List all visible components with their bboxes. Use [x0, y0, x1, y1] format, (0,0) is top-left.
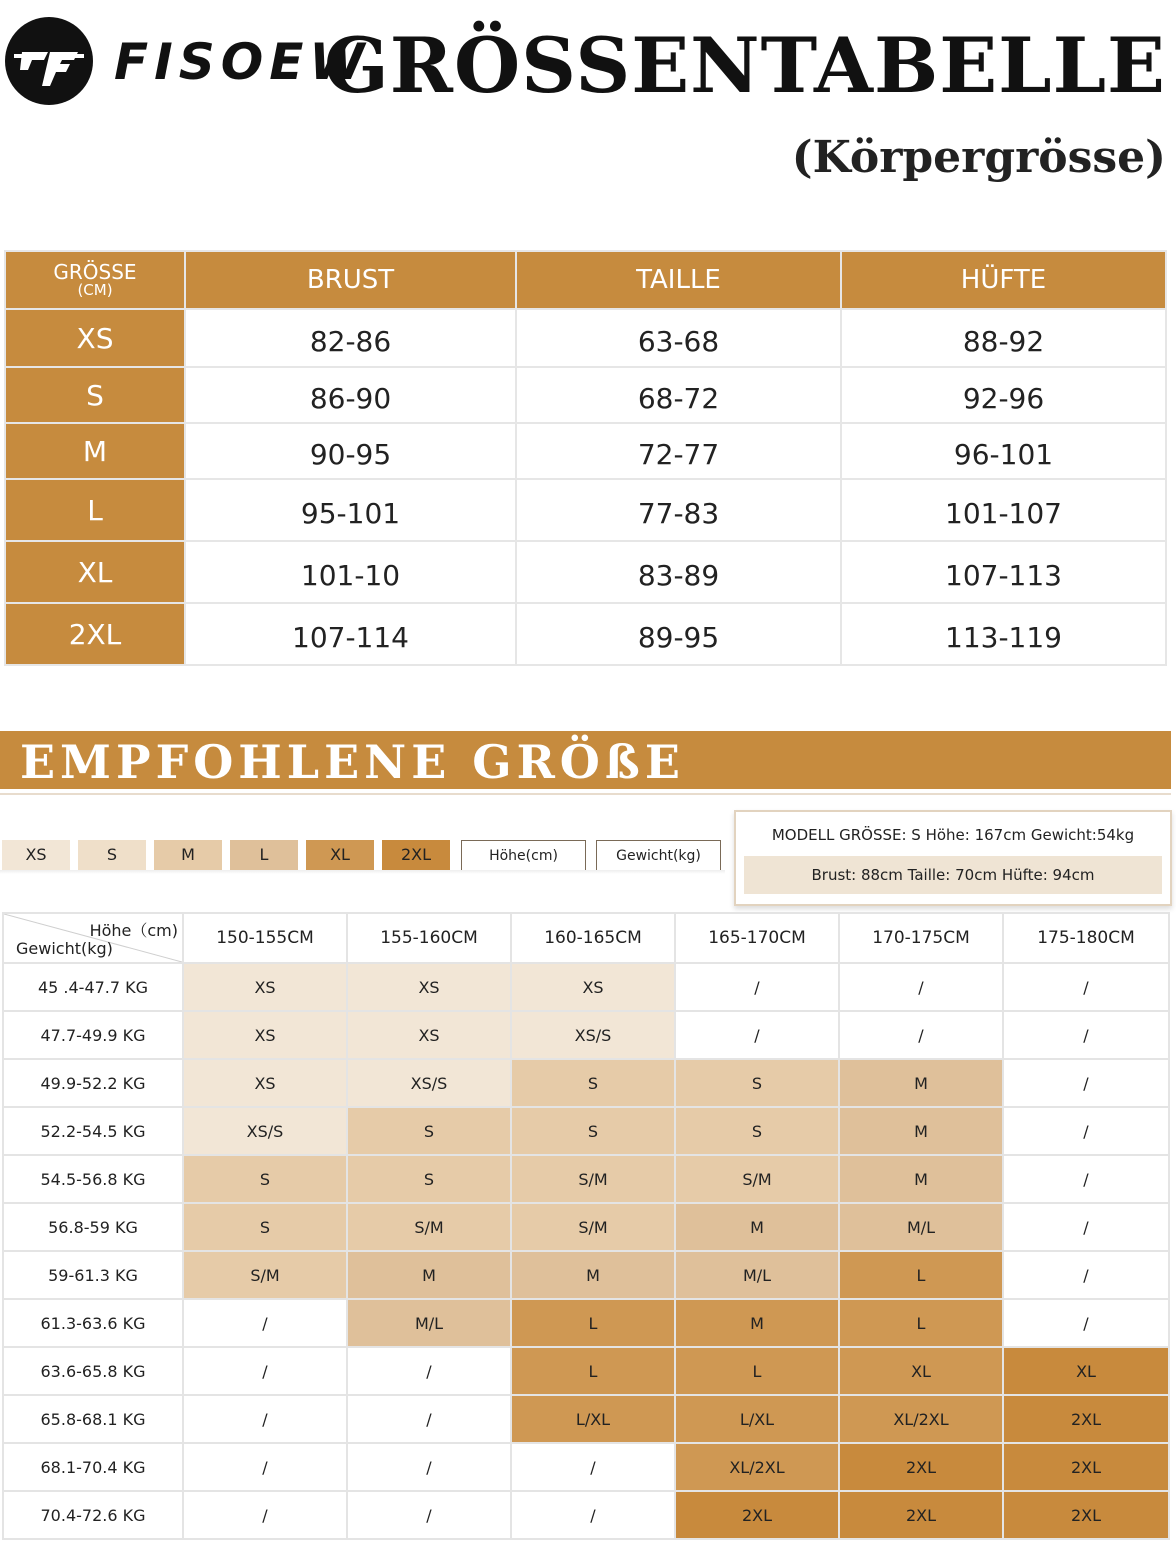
recommended-size-cell: S [347, 1155, 511, 1203]
measurement-cell: 113-119 [841, 603, 1166, 665]
measurement-cell: 107-114 [185, 603, 516, 665]
divider [0, 793, 1171, 795]
recommended-size-cell: / [511, 1443, 675, 1491]
measurement-cell: 96-101 [841, 423, 1166, 479]
height-column-header: 160-165CM [511, 913, 675, 963]
recommended-size-cell: / [347, 1491, 511, 1539]
recommended-size-cell: / [183, 1491, 347, 1539]
recommended-size-cell: S/M [183, 1251, 347, 1299]
recommended-size-cell: S/M [511, 1155, 675, 1203]
weight-range-label: 59-61.3 KG [3, 1251, 183, 1299]
recommended-size-cell: S [511, 1107, 675, 1155]
model-size-info: MODELL GRÖSSE: S Höhe: 167cm Gewicht:54kg [771, 826, 1135, 844]
weight-range-label: 63.6-65.8 KG [3, 1347, 183, 1395]
table-row [5, 423, 1166, 479]
legend-chip-xs: XS [2, 840, 70, 870]
section-banner [0, 731, 1171, 789]
weight-range-label: 52.2-54.5 KG [3, 1107, 183, 1155]
weight-range-label: 45 .4-47.7 KG [3, 963, 183, 1011]
measurement-cell: 89-95 [516, 603, 841, 665]
legend-shadow [0, 870, 725, 874]
weight-range-label: 65.8-68.1 KG [3, 1395, 183, 1443]
recommended-size-cell: 2XL [839, 1443, 1003, 1491]
recommended-size-cell: / [511, 1491, 675, 1539]
recommended-size-cell: L [511, 1299, 675, 1347]
legend-chip-l: L [230, 840, 298, 870]
recommended-size-cell: / [1003, 1107, 1169, 1155]
recommended-size-cell: XS [183, 1011, 347, 1059]
recommended-size-cell: / [347, 1443, 511, 1491]
legend-chip-2xl: 2XL [382, 840, 450, 870]
recommended-size-cell: XS/S [347, 1059, 511, 1107]
size-label: XS [5, 309, 185, 367]
measurement-cell: 101-10 [185, 541, 516, 603]
body-measurement-table [4, 250, 1167, 666]
table-row [5, 603, 1166, 665]
recommended-size-cell: / [183, 1347, 347, 1395]
recommended-size-cell: M/L [675, 1251, 839, 1299]
table-row [3, 1491, 1169, 1539]
measurement-cell: 95-101 [185, 479, 516, 541]
corner-weight-label: Gewicht(kg) [16, 939, 113, 958]
recommended-size-cell: XL [839, 1347, 1003, 1395]
recommended-size-cell: / [675, 963, 839, 1011]
brand-name: FISOEW [114, 33, 371, 91]
section-title: EMPFOHLENE GRÖßE [20, 735, 685, 789]
recommended-size-cell: S/M [511, 1203, 675, 1251]
table-row [3, 1443, 1169, 1491]
page-subtitle: (Körpergrösse) [791, 132, 1166, 183]
table-row [3, 1395, 1169, 1443]
table-row [3, 963, 1169, 1011]
height-column-header: 175-180CM [1003, 913, 1169, 963]
weight-range-label: 56.8-59 KG [3, 1203, 183, 1251]
recommended-size-cell: 2XL [1003, 1443, 1169, 1491]
recommended-size-cell: / [1003, 1155, 1169, 1203]
size-header-label: GRÖSSE [53, 260, 137, 284]
legend-chip-s: S [78, 840, 146, 870]
recommended-size-cell: L [511, 1347, 675, 1395]
measurement-cell: 68-72 [516, 367, 841, 423]
measurement-cell: 86-90 [185, 367, 516, 423]
recommended-size-cell: XS [511, 963, 675, 1011]
recommended-size-cell: M [839, 1107, 1003, 1155]
model-measurements: Brust: 88cm Taille: 70cm Hüfte: 94cm [811, 866, 1095, 884]
recommended-size-cell: S [675, 1107, 839, 1155]
recommended-size-cell: / [1003, 1011, 1169, 1059]
weight-range-label: 68.1-70.4 KG [3, 1443, 183, 1491]
recommended-size-cell: XL/2XL [675, 1443, 839, 1491]
height-column-header: 155-160CM [347, 913, 511, 963]
model-info-box [734, 810, 1172, 906]
recommended-size-cell: XS [347, 1011, 511, 1059]
table-row [3, 1155, 1169, 1203]
table-row [3, 1347, 1169, 1395]
measurement-cell: 83-89 [516, 541, 841, 603]
legend-height: Höhe(cm) [461, 840, 586, 872]
recommended-size-cell: / [1003, 1203, 1169, 1251]
recommended-size-cell: M [511, 1251, 675, 1299]
recommended-size-cell: / [1003, 1251, 1169, 1299]
recommended-size-cell: / [839, 963, 1003, 1011]
column-header: TAILLE [516, 251, 841, 309]
table-row [5, 309, 1166, 367]
size-label: M [5, 423, 185, 479]
measurement-cell: 101-107 [841, 479, 1166, 541]
weight-range-label: 54.5-56.8 KG [3, 1155, 183, 1203]
table-row [3, 1203, 1169, 1251]
height-column-header: 150-155CM [183, 913, 347, 963]
recommended-size-cell: M [839, 1059, 1003, 1107]
recommended-size-cell: L/XL [511, 1395, 675, 1443]
corner-header [3, 913, 183, 963]
recommended-size-cell: S [183, 1203, 347, 1251]
measurement-cell: 77-83 [516, 479, 841, 541]
table-row [3, 1107, 1169, 1155]
size-label: L [5, 479, 185, 541]
table-row [5, 367, 1166, 423]
table-header-row [5, 251, 1166, 309]
recommended-size-cell: M/L [347, 1299, 511, 1347]
recommended-size-cell: 2XL [675, 1491, 839, 1539]
recommended-size-cell: S/M [347, 1203, 511, 1251]
recommended-size-cell: XS/S [511, 1011, 675, 1059]
recommended-size-cell: M [675, 1203, 839, 1251]
recommended-size-cell: S [347, 1107, 511, 1155]
recommended-size-cell: / [1003, 1059, 1169, 1107]
measurement-cell: 63-68 [516, 309, 841, 367]
recommended-size-table [2, 912, 1170, 1540]
measurement-cell: 92-96 [841, 367, 1166, 423]
recommended-size-cell: / [183, 1299, 347, 1347]
table-row [5, 541, 1166, 603]
weight-range-label: 70.4-72.6 KG [3, 1491, 183, 1539]
page-title: GRÖSSENTABELLE [323, 21, 1166, 110]
recommended-size-cell: L [839, 1299, 1003, 1347]
table-row [3, 1011, 1169, 1059]
recommended-size-cell: XL/2XL [839, 1395, 1003, 1443]
size-header-unit: (CM) [77, 281, 113, 299]
measurement-cell: 82-86 [185, 309, 516, 367]
size-label: XL [5, 541, 185, 603]
column-header: HÜFTE [841, 251, 1166, 309]
recommended-size-cell: 2XL [1003, 1491, 1169, 1539]
recommended-size-cell: / [347, 1395, 511, 1443]
recommended-size-cell: L [675, 1347, 839, 1395]
weight-range-label: 47.7-49.9 KG [3, 1011, 183, 1059]
recommended-size-cell: M/L [839, 1203, 1003, 1251]
recommended-size-cell: M [347, 1251, 511, 1299]
recommended-size-cell: / [675, 1011, 839, 1059]
recommended-size-cell: 2XL [1003, 1395, 1169, 1443]
legend-chip-xl: XL [306, 840, 374, 870]
recommended-size-cell: XS [183, 1059, 347, 1107]
recommended-size-cell: XS [183, 963, 347, 1011]
size-label: S [5, 367, 185, 423]
table-row [5, 479, 1166, 541]
recommended-size-cell: L/XL [675, 1395, 839, 1443]
recommended-size-cell: S/M [675, 1155, 839, 1203]
table-row [3, 1251, 1169, 1299]
recommended-size-cell: S [511, 1059, 675, 1107]
recommended-size-cell: S [675, 1059, 839, 1107]
recommended-size-cell: XS/S [183, 1107, 347, 1155]
measurement-cell: 107-113 [841, 541, 1166, 603]
recommended-size-cell: / [1003, 1299, 1169, 1347]
size-label: 2XL [5, 603, 185, 665]
recommended-size-cell: M [675, 1299, 839, 1347]
measurement-cell: 72-77 [516, 423, 841, 479]
legend-chip-m: M [154, 840, 222, 870]
recommended-size-cell: S [183, 1155, 347, 1203]
recommended-size-cell: / [1003, 963, 1169, 1011]
recommended-size-cell: / [347, 1347, 511, 1395]
height-column-header: 170-175CM [839, 913, 1003, 963]
corner-height-label: Höhe（cm) [89, 921, 178, 940]
recommended-size-cell: XL [1003, 1347, 1169, 1395]
recommended-size-cell: 2XL [839, 1491, 1003, 1539]
size-column-header [5, 251, 185, 309]
table-row [3, 1059, 1169, 1107]
legend-weight: Gewicht(kg) [596, 840, 721, 872]
brand-logo-icon [4, 16, 94, 106]
weight-range-label: 61.3-63.6 KG [3, 1299, 183, 1347]
recommended-size-cell: / [839, 1011, 1003, 1059]
height-column-header: 165-170CM [675, 913, 839, 963]
measurement-cell: 90-95 [185, 423, 516, 479]
table-row [3, 1299, 1169, 1347]
weight-range-label: 49.9-52.2 KG [3, 1059, 183, 1107]
measurement-cell: 88-92 [841, 309, 1166, 367]
recommended-size-cell: L [839, 1251, 1003, 1299]
recommended-size-cell: / [183, 1395, 347, 1443]
table-header-row [3, 913, 1169, 963]
column-header: BRUST [185, 251, 516, 309]
recommended-size-cell: M [839, 1155, 1003, 1203]
recommended-size-cell: / [183, 1443, 347, 1491]
recommended-size-cell: XS [347, 963, 511, 1011]
